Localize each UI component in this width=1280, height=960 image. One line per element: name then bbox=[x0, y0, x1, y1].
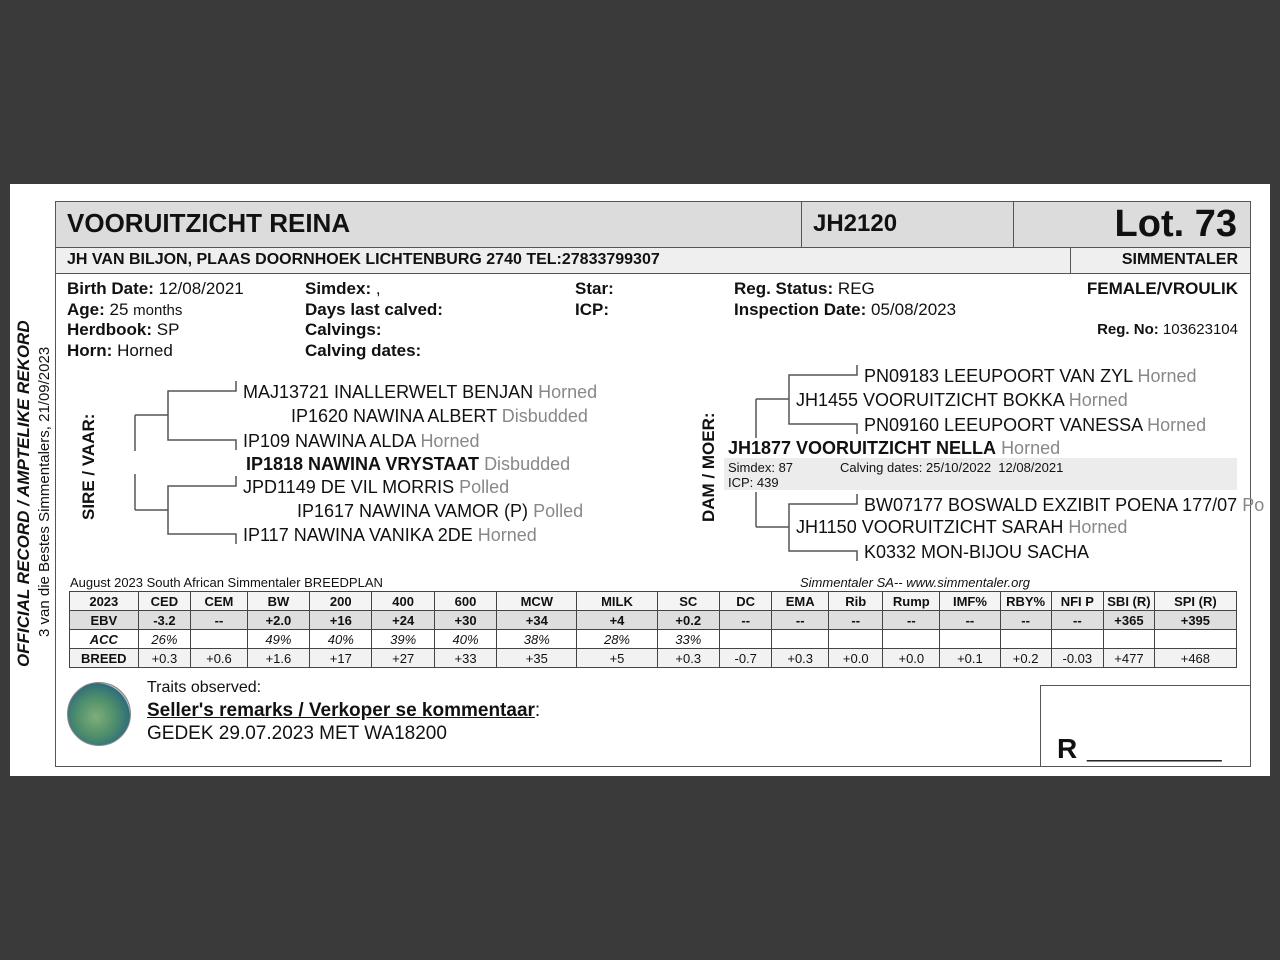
breed-cell-18: +468 bbox=[1154, 649, 1236, 668]
breed-name: SIMMENTALER bbox=[1121, 251, 1238, 268]
breed-cell-3: +1.6 bbox=[247, 649, 309, 668]
ebv-cell-6: +30 bbox=[434, 611, 496, 630]
breeder-info: JH VAN BILJON, PLAAS DOORNHOEK LICHTENBURG 2740 TEL:27833799307 bbox=[67, 251, 660, 268]
acc-cell-7: 38% bbox=[497, 630, 577, 649]
acc-cell-14 bbox=[940, 630, 1001, 649]
acc-cell-11 bbox=[772, 630, 829, 649]
breed-cell-10: -0.7 bbox=[719, 649, 771, 668]
acc-cell-16 bbox=[1051, 630, 1104, 649]
dam-icp: ICP: 439 bbox=[728, 475, 779, 490]
acc-cell-9: 33% bbox=[657, 630, 719, 649]
inspection-date: Inspection Date: 05/08/2023 bbox=[734, 300, 957, 319]
ebv-cell-3: +2.0 bbox=[247, 611, 309, 630]
acc-cell-13 bbox=[883, 630, 940, 649]
horn: Horn: Horned bbox=[67, 341, 173, 360]
acc-cell-5: 39% bbox=[372, 630, 434, 649]
acc-row bbox=[70, 630, 1237, 649]
herdbook: Herdbook: SP bbox=[67, 320, 180, 339]
dam-calving-dates: Calving dates: 25/10/2022 12/08/2021 bbox=[840, 460, 1064, 475]
dam-dam-dam: K0332 MON-BIJOU SACHA bbox=[864, 542, 1090, 562]
headers-cell-4: 200 bbox=[310, 592, 372, 611]
headers-cell-15: RBY% bbox=[1000, 592, 1051, 611]
headers-cell-2: CEM bbox=[191, 592, 248, 611]
seller-remarks: Seller's remarks / Verkoper se kommentaar: bbox=[147, 700, 541, 721]
lot-number: Lot. 73 bbox=[1114, 203, 1237, 245]
ebv-cell-9: +0.2 bbox=[657, 611, 719, 630]
ebv-cell-10: -- bbox=[719, 611, 771, 630]
headers-cell-9: SC bbox=[657, 592, 719, 611]
breed-row bbox=[70, 649, 1237, 668]
headers-cell-10: DC bbox=[719, 592, 771, 611]
acc-cell-1: 26% bbox=[138, 630, 191, 649]
ebv-cell-13: -- bbox=[883, 611, 940, 630]
header-row bbox=[70, 592, 1237, 611]
breed-cell-8: +5 bbox=[577, 649, 657, 668]
ebv-cell-5: +24 bbox=[372, 611, 434, 630]
breed-cell-16: -0.03 bbox=[1051, 649, 1104, 668]
headers-cell-11: EMA bbox=[772, 592, 829, 611]
acc-cell-6: 40% bbox=[434, 630, 496, 649]
sire-dam: IP1617 NAWINA VAMOR (P) Polled bbox=[297, 501, 584, 521]
sire-dam-sire: JPD1149 DE VIL MORRIS Polled bbox=[243, 477, 510, 497]
headers-cell-6: 600 bbox=[434, 592, 496, 611]
animal-name: VOORUITZICHT REINA bbox=[67, 208, 351, 238]
remarks-text: GEDEK 29.07.2023 MET WA18200 bbox=[147, 723, 447, 744]
icp: ICP: bbox=[575, 300, 609, 319]
breed-cell-0: BREED bbox=[70, 649, 139, 668]
headers-cell-14: IMF% bbox=[940, 592, 1001, 611]
acc-cell-4: 40% bbox=[310, 630, 372, 649]
sex: FEMALE/VROULIK bbox=[1086, 279, 1238, 298]
sale-label: 3 van die Bestes Simmentalers, 21/09/2023 bbox=[36, 346, 53, 637]
sire: IP1818 NAWINA VRYSTAAT Disbudded bbox=[246, 454, 571, 474]
acc-cell-2 bbox=[191, 630, 248, 649]
calvings: Calvings: bbox=[305, 320, 382, 339]
breed-cell-2: +0.6 bbox=[191, 649, 248, 668]
sire-sire: IP1620 NAWINA ALBERT Disbudded bbox=[291, 406, 588, 426]
ebv-cell-7: +34 bbox=[497, 611, 577, 630]
breed-cell-4: +17 bbox=[310, 649, 372, 668]
breed-cell-5: +27 bbox=[372, 649, 434, 668]
sire-label: SIRE / VAAR: bbox=[79, 413, 98, 520]
traits-observed: Traits observed: bbox=[147, 679, 262, 696]
acc-cell-3: 49% bbox=[247, 630, 309, 649]
breed-cell-14: +0.1 bbox=[940, 649, 1001, 668]
days-last-calved: Days last calved: bbox=[305, 300, 443, 319]
breedplan-table bbox=[69, 591, 1237, 668]
ebv-cell-17: +365 bbox=[1104, 611, 1155, 630]
sire-sire-dam: IP109 NAWINA ALDA Horned bbox=[243, 431, 480, 451]
breed-cell-12: +0.0 bbox=[828, 649, 883, 668]
dam-sire-dam: PN09160 LEEUPOORT VANESSA Horned bbox=[864, 415, 1207, 435]
breed-cell-6: +33 bbox=[434, 649, 496, 668]
reg-status: Reg. Status: REG bbox=[734, 279, 875, 298]
headers-cell-0: 2023 bbox=[70, 592, 139, 611]
price-label: R bbox=[1057, 733, 1078, 764]
breed-cell-1: +0.3 bbox=[138, 649, 191, 668]
ebv-cell-18: +395 bbox=[1154, 611, 1236, 630]
age: Age: 25 months bbox=[67, 300, 183, 319]
animal-id: JH2120 bbox=[813, 210, 898, 237]
society-logo bbox=[67, 682, 131, 746]
price-blank[interactable]: ___________ bbox=[1087, 737, 1222, 762]
headers-cell-7: MCW bbox=[497, 592, 577, 611]
headers-cell-18: SPI (R) bbox=[1154, 592, 1236, 611]
headers-cell-13: Rump bbox=[883, 592, 940, 611]
acc-cell-15 bbox=[1000, 630, 1051, 649]
headers-cell-16: NFI P bbox=[1051, 592, 1104, 611]
breed-cell-17: +477 bbox=[1104, 649, 1155, 668]
ebv-cell-8: +4 bbox=[577, 611, 657, 630]
official-record-label: OFFICIAL RECORD / AMPTELIKE REKORD bbox=[14, 320, 33, 667]
ebv-cell-4: +16 bbox=[310, 611, 372, 630]
dam-dam: JH1150 VOORUITZICHT SARAH Horned bbox=[796, 517, 1128, 537]
reg-no: Reg. No: 103623104 bbox=[1097, 321, 1238, 338]
dam-sire: JH1455 VOORUITZICHT BOKKA Horned bbox=[796, 390, 1128, 410]
acc-cell-18 bbox=[1154, 630, 1236, 649]
ebv-cell-14: -- bbox=[940, 611, 1001, 630]
acc-cell-17 bbox=[1104, 630, 1155, 649]
birth-date: Birth Date: 12/08/2021 bbox=[67, 279, 244, 298]
breed-cell-13: +0.0 bbox=[883, 649, 940, 668]
star: Star: bbox=[575, 279, 614, 298]
dam: JH1877 VOORUITZICHT NELLA Horned bbox=[728, 438, 1061, 458]
sire-dam-dam: IP117 NAWINA VANIKA 2DE Horned bbox=[243, 525, 537, 545]
ebv-cell-0: EBV bbox=[70, 611, 139, 630]
ebv-cell-2: -- bbox=[191, 611, 248, 630]
calving-dates: Calving dates: bbox=[305, 341, 422, 360]
ebv-cell-11: -- bbox=[772, 611, 829, 630]
sire-sire-sire: MAJ13721 INALLERWELT BENJAN Horned bbox=[243, 382, 598, 402]
breedplan-caption: August 2023 South African Simmentaler BREEDPLAN bbox=[70, 575, 383, 590]
headers-cell-3: BW bbox=[247, 592, 309, 611]
simdex: Simdex: , bbox=[305, 279, 381, 298]
headers-cell-17: SBI (R) bbox=[1104, 592, 1155, 611]
ebv-cell-12: -- bbox=[828, 611, 883, 630]
breedplan-website: Simmentaler SA-- www.simmentaler.org bbox=[800, 575, 1030, 590]
dam-simdex: Simdex: 87 bbox=[728, 460, 794, 475]
ebv-cell-15: -- bbox=[1000, 611, 1051, 630]
acc-cell-10 bbox=[719, 630, 771, 649]
breed-cell-15: +0.2 bbox=[1000, 649, 1051, 668]
ebv-cell-1: -3.2 bbox=[138, 611, 191, 630]
dam-dam-sire: BW07177 BOSWALD EXZIBIT POENA 177/07 Po bbox=[864, 495, 1265, 515]
dam-sire-sire: PN09183 LEEUPOORT VAN ZYL Horned bbox=[864, 366, 1197, 386]
headers-cell-5: 400 bbox=[372, 592, 434, 611]
acc-cell-8: 28% bbox=[577, 630, 657, 649]
acc-cell-0: ACC bbox=[70, 630, 139, 649]
headers-cell-12: Rib bbox=[828, 592, 883, 611]
ebv-row bbox=[70, 611, 1237, 630]
acc-cell-12 bbox=[828, 630, 883, 649]
ebv-cell-16: -- bbox=[1051, 611, 1104, 630]
dam-label: DAM / MOER: bbox=[699, 412, 718, 522]
breed-cell-11: +0.3 bbox=[772, 649, 829, 668]
headers-cell-8: MILK bbox=[577, 592, 657, 611]
headers-cell-1: CED bbox=[138, 592, 191, 611]
breed-cell-9: +0.3 bbox=[657, 649, 719, 668]
breed-cell-7: +35 bbox=[497, 649, 577, 668]
